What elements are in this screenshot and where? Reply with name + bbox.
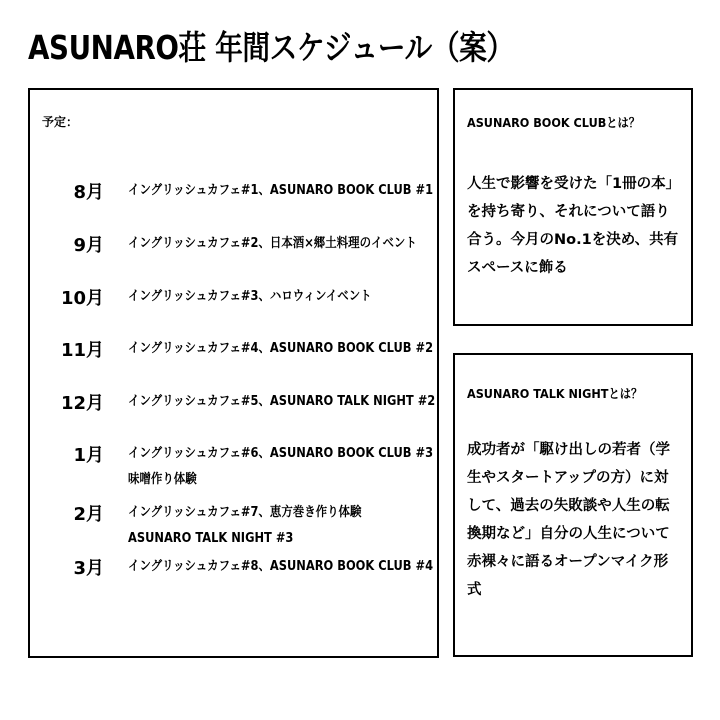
event-text (128, 231, 417, 257)
event-text (128, 284, 372, 310)
event-line: イングリッシュカフェ#3、ハロウィンイベント (128, 289, 372, 304)
book-club-heading: ASUNARO BOOK CLUBとは？ (467, 115, 641, 130)
event-line: イングリッシュカフェ#4、ASUNARO BOOK CLUB #2 (128, 341, 434, 356)
schedule-label: 予定： (42, 115, 79, 129)
talk-night-description: 成功者が「駆け出しの若者（学生やスタートアップの方）に対して、過去の失敗談や人生の転換期など」自分の人生について赤裸々に語るオープンマイク形式 (467, 442, 670, 598)
event-line: イングリッシュカフェ#2、日本酒×郷土料理のイベント (128, 236, 417, 251)
month-label: 3月 (73, 558, 104, 579)
talk-night-panel (453, 353, 693, 657)
month-label: 9月 (73, 235, 104, 256)
event-text (128, 178, 433, 204)
event-text (128, 336, 433, 362)
event-line: イングリッシュカフェ#1、ASUNARO BOOK CLUB #1 (128, 183, 434, 198)
event-line: イングリッシュカフェ#7、恵方巻き作り体験 (128, 505, 362, 520)
event-line: イングリッシュカフェ#8、ASUNARO BOOK CLUB #4 (128, 559, 434, 574)
month-label: 11月 (60, 340, 104, 361)
event-text (128, 554, 433, 580)
month-label: 12月 (60, 393, 104, 414)
month-label: 2月 (73, 504, 104, 525)
event-line: 味噌作り体験 (128, 472, 197, 487)
schedule-panel (28, 88, 439, 658)
event-text (128, 500, 361, 552)
month-label: 8月 (73, 182, 104, 203)
month-label: 10月 (60, 288, 104, 309)
event-text (128, 389, 435, 415)
month-label: 1月 (73, 445, 104, 466)
talk-night-heading: ASUNARO TALK NIGHTとは？ (467, 386, 643, 401)
event-text (128, 441, 433, 493)
book-club-panel (453, 88, 693, 326)
event-line: ASUNARO TALK NIGHT #3 (128, 531, 294, 546)
page-title: ASUNARO荘 年間スケジュール（案） (28, 28, 514, 67)
event-line: イングリッシュカフェ#6、ASUNARO BOOK CLUB #3 (128, 446, 434, 461)
event-line: イングリッシュカフェ#5、ASUNARO TALK NIGHT #2 (128, 394, 436, 409)
book-club-description: 人生で影響を受けた「1冊の本」を持ち寄り、それについて語り合う。今月のNo.1を決め、共有スペースに飾る (467, 176, 681, 276)
